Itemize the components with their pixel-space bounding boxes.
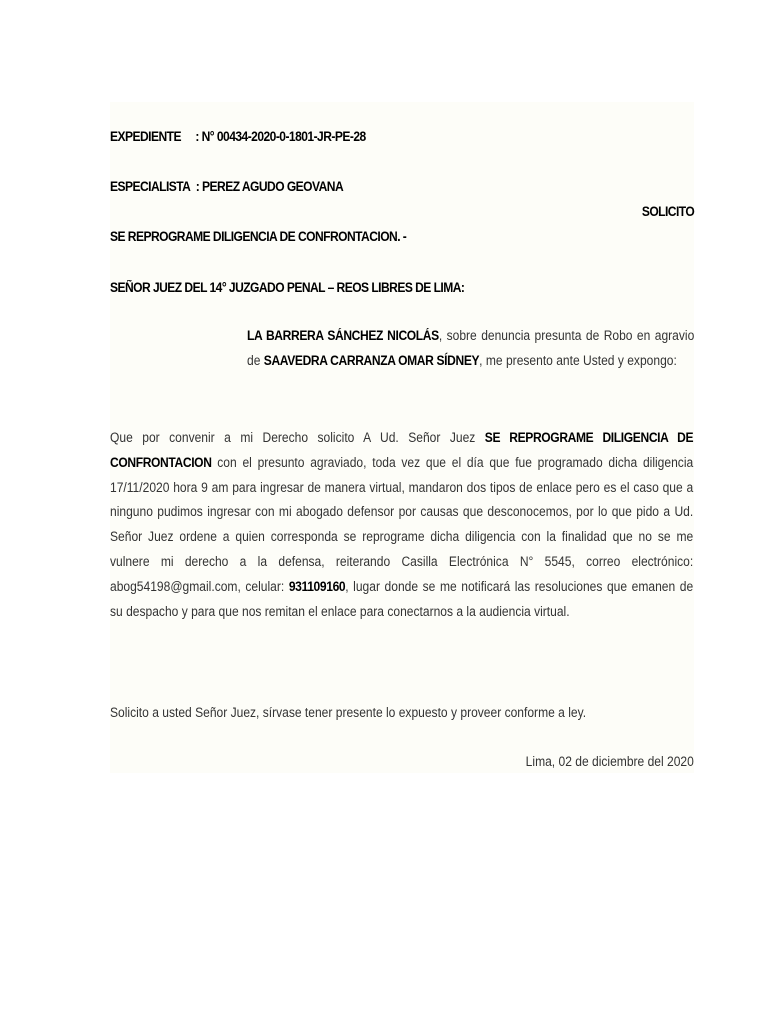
- intro-paragraph: [247, 324, 694, 374]
- sumilla: SE REPROGRAME DILIGENCIA DE CONFRONTACION. -: [110, 229, 407, 244]
- phone-number: 931109160: [288, 578, 346, 594]
- expediente-label: EXPEDIENTE: [110, 129, 181, 144]
- body-text-1: Que por convenir a mi Derecho solicito A Ud. Señor Juez: [110, 430, 485, 445]
- expediente-value: : N° 00434-2020-0-1801-JR-PE-28: [195, 129, 366, 144]
- main-paragraph: [110, 426, 693, 624]
- body-text-3: , lugar donde se me notificará las resoluciones que emanen de su despacho y para que nos remitan el enlace para conectarnos a la audiencia virtual.: [110, 578, 694, 619]
- especialista-label: ESPECIALISTA: [110, 179, 191, 194]
- peticionario-name: LA BARRERA SÁNCHEZ NICOLÁS: [247, 328, 439, 343]
- especialista-value: : PEREZ AGUDO GEOVANA: [195, 179, 344, 194]
- date-place: Lima, 02 de diciembre del 2020: [525, 754, 694, 769]
- agraviado-name: SAAVEDRA CARRANZA OMAR SÍDNEY: [263, 352, 480, 368]
- solicito-heading: SOLICITO: [641, 204, 694, 219]
- especialista-line: [110, 178, 343, 196]
- body-request-bold: SE REPROGRAME DILIGENCIA DE CONFRONTACION: [110, 430, 694, 470]
- closing-request: Solicito a usted Señor Juez, sírvase tener presente lo expuesto y proveer conforme a ley.: [110, 705, 587, 720]
- expediente-line: [110, 128, 366, 146]
- intro-text-2: , me presento ante Usted y expongo:: [479, 352, 677, 368]
- destinatario: SEÑOR JUEZ DEL 14° JUZGADO PENAL – REOS LIBRES DE LIMA:: [110, 280, 465, 295]
- body-text-2: con el presunto agraviado, toda vez que el día que fue programado dicha diligencia 17/11/2020 hora 9 am para ingresar de manera virtual, mandaron dos tipos de enlace pero es el caso que a ninguno pudimos ingresar con mi abogado defensor por causas que desconocemos, por lo que pido a Ud. Señor Juez ordene a quien corresponda se reprograme dicha diligencia con la finalidad que no se me vulnere mi derecho a la defensa, reiterando Casilla Electrónica N° 5545, correo electrónico: abog54198@gmail.com, celular:: [110, 454, 694, 594]
- intro-text-1: , sobre denuncia presunta de Robo en agravio de: [247, 328, 695, 368]
